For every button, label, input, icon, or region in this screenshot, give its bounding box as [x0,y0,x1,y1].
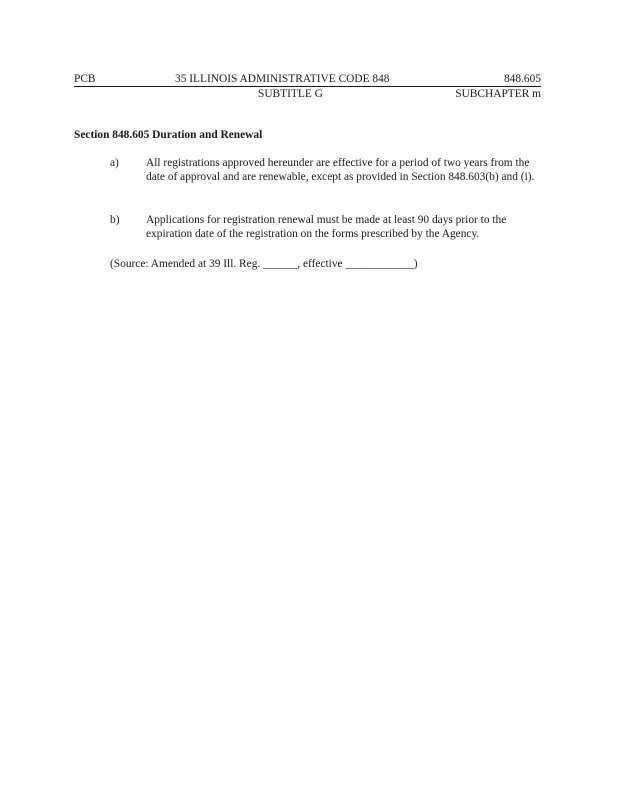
subsection-label: b) [110,214,120,226]
section-title: Section 848.605 Duration and Renewal [74,129,263,141]
header-code-title: 35 ILLINOIS ADMINISTRATIVE CODE 848 [175,73,390,85]
header-agency: PCB [74,73,96,85]
running-subheader [74,88,541,101]
header-subchapter: SUBCHAPTER m [455,88,541,100]
header-section-number: 848.605 [503,73,541,85]
subsection-text: Applications for registration renewal must be made at least 90 days prior to the expiration date of the registration on the forms prescribed by the Agency. [146,214,507,241]
subsection-text: All registrations approved hereunder are effective for a period of two years from the date of approval and are renewable, except as provided in Section 848.603(b) and (i). [146,157,535,184]
header-subtitle: SUBTITLE G [258,88,323,100]
running-header [74,73,541,87]
source-note: (Source: Amended at 39 Ill. Reg. ______, effective ____________) [110,258,418,270]
subsection-label: a) [110,157,119,169]
